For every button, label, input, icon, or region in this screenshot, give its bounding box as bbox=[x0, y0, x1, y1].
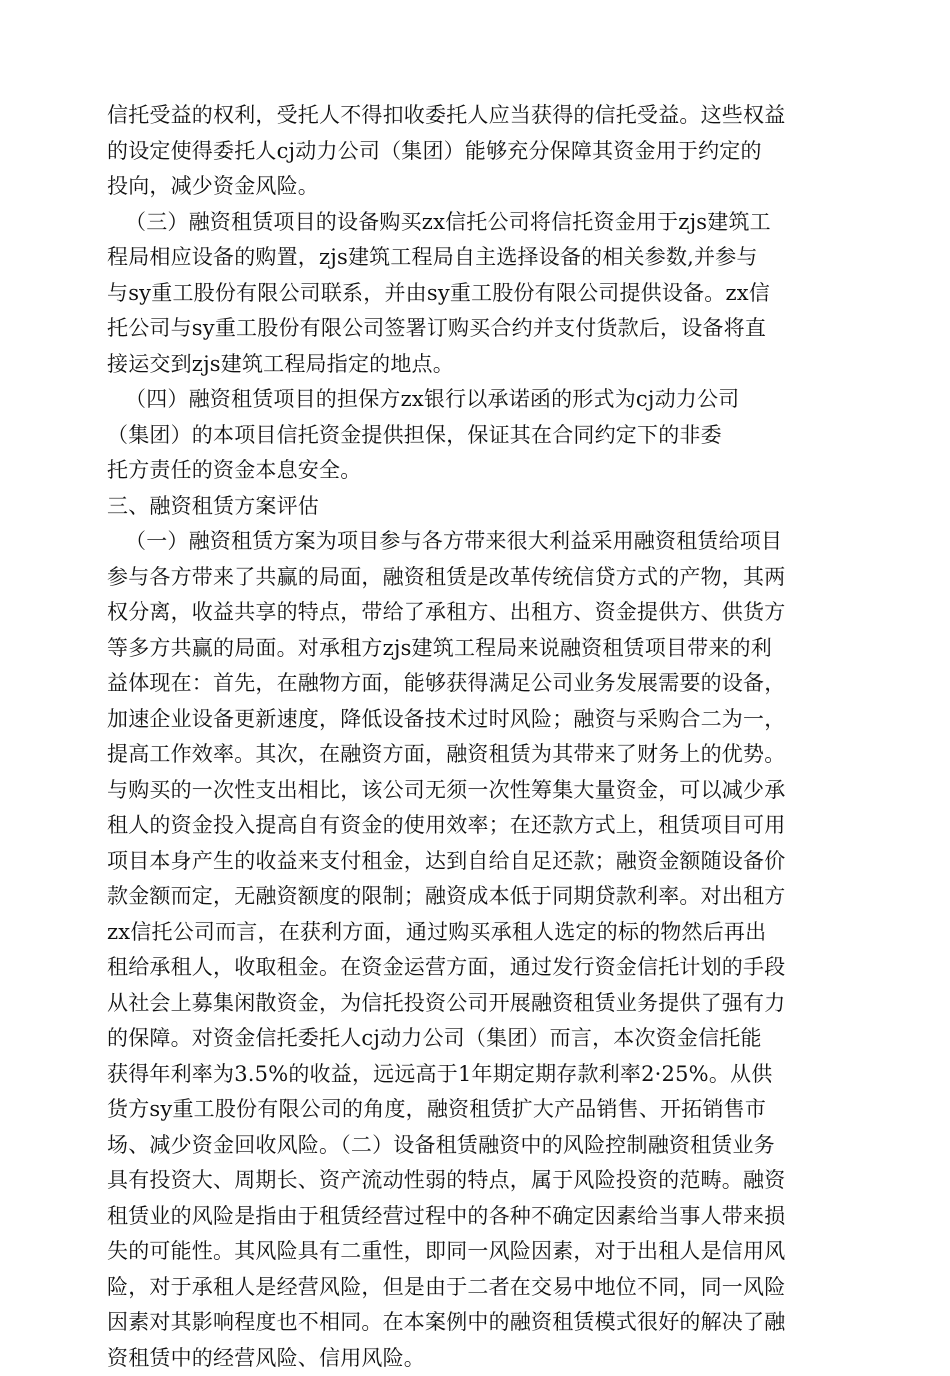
text-line: 投向，减少资金风险。 bbox=[107, 169, 859, 205]
text-line: 租赁业的风险是指由于租赁经营过程中的各种不确定因素给当事人带来损 bbox=[107, 1199, 859, 1235]
text-line: 程局相应设备的购置，zjs建筑工程局自主选择设备的相关参数,并参与 bbox=[107, 240, 859, 276]
text-line: 租给承租人，收取租金。在资金运营方面，通过发行资金信托计划的手段 bbox=[107, 950, 859, 986]
text-line: 险，对于承租人是经营风险，但是由于二者在交易中地位不同，同一风险 bbox=[107, 1270, 859, 1306]
text-line: 参与各方带来了共赢的局面，融资租赁是改革传统信贷方式的产物，其两 bbox=[107, 560, 859, 596]
text-line: 场、减少资金回收风险。（二）设备租赁融资中的风险控制融资租赁业务 bbox=[107, 1128, 859, 1164]
document-body bbox=[107, 98, 859, 1376]
text-line: （四）融资租赁项目的担保方zx银行以承诺函的形式为cj动力公司 bbox=[107, 382, 859, 418]
text-line: 三、融资租赁方案评估 bbox=[107, 489, 859, 525]
text-line: 与sy重工股份有限公司联系，并由sy重工股份有限公司提供设备。zx信 bbox=[107, 276, 859, 312]
text-line: zx信托公司而言，在获利方面，通过购买承租人选定的标的物然后再出 bbox=[107, 915, 859, 951]
text-line: （一）融资租赁方案为项目参与各方带来很大利益采用融资租赁给项目 bbox=[107, 524, 859, 560]
text-line: 款金额而定，无融资额度的限制；融资成本低于同期贷款利率。对出租方 bbox=[107, 879, 859, 915]
text-line: 权分离，收益共享的特点，带给了承租方、出租方、资金提供方、供货方 bbox=[107, 595, 859, 631]
text-line: 租人的资金投入提高自有资金的使用效率；在还款方式上，租赁项目可用 bbox=[107, 808, 859, 844]
text-line: 获得年利率为3.5%的收益，远远高于1年期定期存款利率2·25%。从供 bbox=[107, 1057, 859, 1093]
text-line: （集团）的本项目信托资金提供担保，保证其在合同约定下的非委 bbox=[107, 418, 859, 454]
text-line: 从社会上募集闲散资金，为信托投资公司开展融资租赁业务提供了强有力 bbox=[107, 986, 859, 1022]
text-line: 提高工作效率。其次，在融资方面，融资租赁为其带来了财务上的优势。 bbox=[107, 737, 859, 773]
text-line: 加速企业设备更新速度，降低设备技术过时风险；融资与采购合二为一， bbox=[107, 702, 859, 738]
text-line: 信托受益的权利，受托人不得扣收委托人应当获得的信托受益。这些权益 bbox=[107, 98, 859, 134]
text-line: 的保障。对资金信托委托人cj动力公司（集团）而言，本次资金信托能 bbox=[107, 1021, 859, 1057]
text-line: 接运交到zjs建筑工程局指定的地点。 bbox=[107, 347, 859, 383]
text-line: 托公司与sy重工股份有限公司签署订购买合约并支付货款后，设备将直 bbox=[107, 311, 859, 347]
text-line: 项目本身产生的收益来支付租金，达到自给自足还款；融资金额随设备价 bbox=[107, 844, 859, 880]
text-line: 托方责任的资金本息安全。 bbox=[107, 453, 859, 489]
text-line: 具有投资大、周期长、资产流动性弱的特点，属于风险投资的范畴。融资 bbox=[107, 1163, 859, 1199]
text-line: 资租赁中的经营风险、信用风险。 bbox=[107, 1341, 859, 1376]
text-line: 与购买的一次性支出相比，该公司无须一次性筹集大量资金，可以减少承 bbox=[107, 773, 859, 809]
text-line: 货方sy重工股份有限公司的角度，融资租赁扩大产品销售、开拓销售市 bbox=[107, 1092, 859, 1128]
text-line: 的设定使得委托人cj动力公司（集团）能够充分保障其资金用于约定的 bbox=[107, 134, 859, 170]
text-line: 益体现在：首先，在融物方面，能够获得满足公司业务发展需要的设备， bbox=[107, 666, 859, 702]
text-line: 等多方共赢的局面。对承租方zjs建筑工程局来说融资租赁项目带来的利 bbox=[107, 631, 859, 667]
text-line: 因素对其影响程度也不相同。在本案例中的融资租赁模式很好的解决了融 bbox=[107, 1305, 859, 1341]
text-line: （三）融资租赁项目的设备购买zx信托公司将信托资金用于zjs建筑工 bbox=[107, 205, 859, 241]
text-line: 失的可能性。其风险具有二重性，即同一风险因素，对于出租人是信用风 bbox=[107, 1234, 859, 1270]
